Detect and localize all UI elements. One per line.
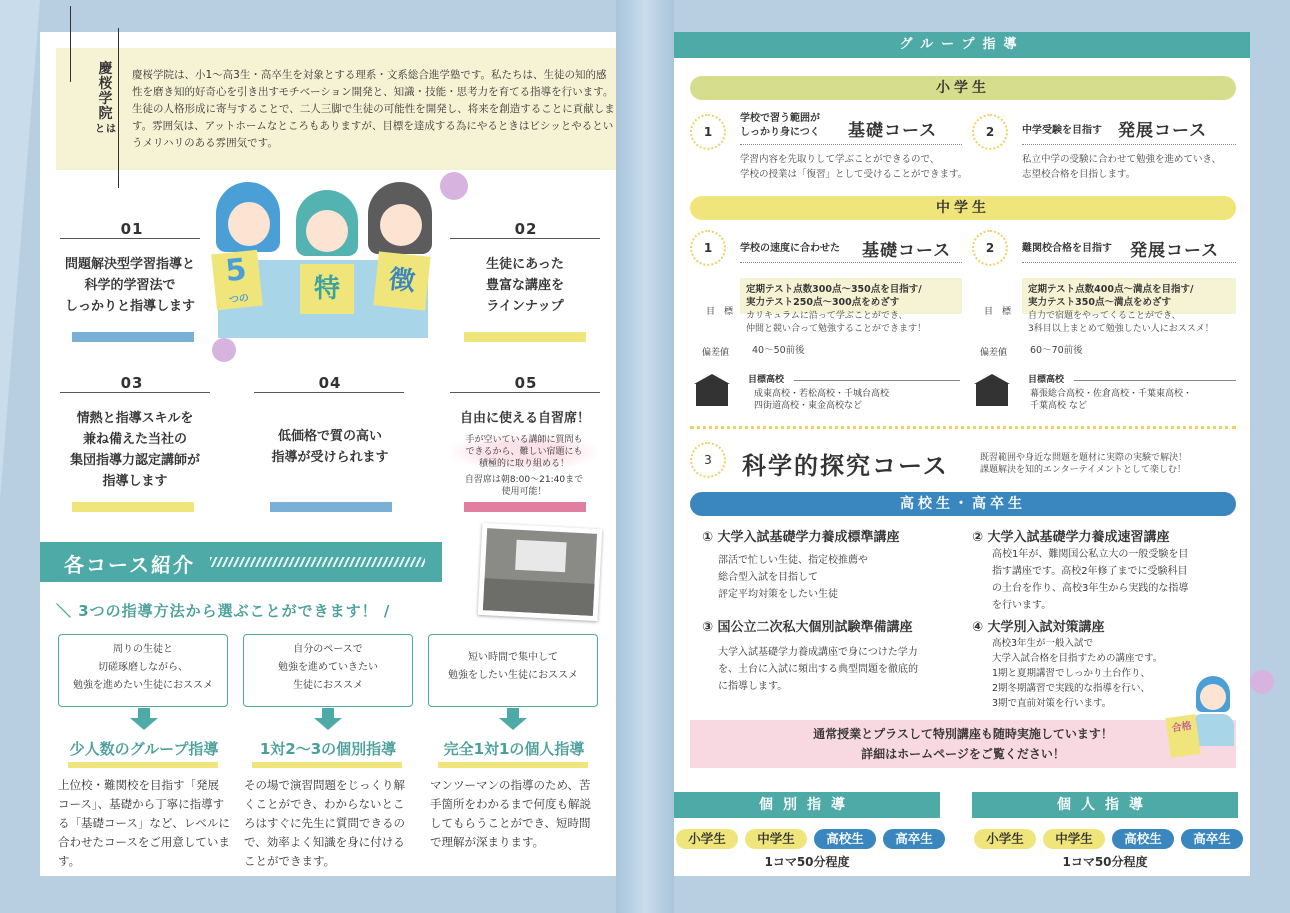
- feature-underline: [270, 502, 392, 512]
- lesson-duration: 1コマ50分程度: [1062, 855, 1148, 869]
- school-building-icon: [974, 374, 1010, 406]
- lecture-title: ④ 大学別入試対策講座: [972, 620, 1105, 635]
- lecture-title: ① 大学入試基礎学力養成標準講座: [702, 530, 900, 545]
- feature-text: 低価格で質の高い 指導が受けられます: [271, 429, 389, 465]
- lecture-desc: 高校1年が、難関国公私立大の一般受験を目 指す講座です。高校2年修了までに受験科目 の土台を作り、高校3年生から実践的な指導 を行います。: [992, 549, 1189, 611]
- deviation-value: 60～70前後: [1030, 345, 1083, 356]
- deco-line: [118, 28, 119, 188]
- feature-note: 自習席は朝8:00～21:40まで 使用可能！: [464, 475, 584, 497]
- intro-title: [86, 62, 126, 137]
- lecture-desc: 高校3年生が一般入試で 大学入試合格を目指すための講座です。 1期と夏期講習でしっかり土台作り、 2期冬期講習で実践的な指導を行い、 3期で直前対策を行います。: [992, 638, 1163, 709]
- intro-title-small: とは: [95, 124, 117, 135]
- intro-box: [56, 48, 616, 170]
- course-desc: 学習内容を先取りして学ぶことができるので、 学校の授業は「復習」として受けることができます。: [740, 154, 968, 180]
- deco-line: [70, 6, 71, 82]
- course-desc: 私立中学の受験に合わせて勉強を進めていき、 志望校合格を目指します。: [1022, 154, 1222, 180]
- goal-label: 目 標: [984, 307, 1012, 317]
- course-name: 科学的探究コース: [742, 452, 949, 480]
- goal-box: 定期テスト点数300点～350点を目指す/ 実力テスト250点～300点をめざす: [740, 278, 962, 314]
- school-label: 目標高校: [1028, 375, 1065, 385]
- lesson-duration: 1コマ50分程度: [764, 855, 850, 869]
- flower-icon: [212, 338, 236, 362]
- intro-title-char: 学: [98, 91, 114, 107]
- method-title: 完全1対1の個人指導: [443, 740, 585, 758]
- grade-tag: 高卒生: [1181, 829, 1243, 849]
- group-header: グループ指導: [674, 32, 1250, 58]
- dotted-rule: [740, 262, 962, 263]
- method-title-underline: [438, 762, 588, 768]
- feature-underline: [464, 502, 586, 512]
- feature-text: 自由に使える自習席！: [459, 411, 590, 426]
- method-box: 短い時間で集中して 勉強をしたい生徒におススメ: [428, 634, 598, 707]
- sheet-five-small: つの: [228, 292, 250, 306]
- page-spine: [616, 0, 674, 913]
- method-desc: マンツーマンの指導のため、苦手箇所をわかるまで何度も解説してもらうことができ、短時間で理解が深まります。: [430, 778, 591, 849]
- method-title: 少人数のグループ指導: [69, 740, 219, 758]
- grade-tag: 小学生: [974, 829, 1036, 849]
- junior-label: 中学生: [690, 196, 1236, 220]
- students-illustration: [208, 182, 448, 342]
- method-desc: 上位校・難関校を目指す「発展コース」、基礎から丁寧に指導する「基礎コース」など、レベルに合わせたコースをご用意しています。: [58, 778, 230, 868]
- feature-underline: [464, 332, 586, 342]
- method-title-underline: [68, 762, 218, 768]
- feature-underline: [72, 502, 194, 512]
- intro-text: 慶桜学院は、小1～高3生・高卒生を対象とする理系・文系総合進学塾です。私たちは、生徒の知的感性を磨き知的好奇心を引き出すモチベーション開発と、知識・技能・思考力を育てる指導を行います。生徒の人格形成に寄与することで、二人三脚で生徒の可能性を開発し、将来を創造することに貢献します。雰囲気は、アットホームなところもありますが、目標を達成する為にやるときはビシッとやるというメリハリのある雰囲気です。: [132, 69, 615, 149]
- grade-tag: 小学生: [676, 829, 738, 849]
- lecture-title: ③ 国公立二次私大個別試験準備講座: [702, 620, 913, 635]
- feature-note: 手が空いている講師に質問も できるから、難しい宿題にも 積極的に取り組める！: [452, 434, 596, 470]
- feature-number: 02: [514, 220, 538, 238]
- course-name: 発展コース: [1118, 121, 1208, 141]
- feature-text: 生徒にあった 豊富な講座を ラインナップ: [485, 257, 564, 314]
- lecture-title: ② 大学入試基礎学力養成速習講座: [972, 530, 1170, 545]
- school-list: 成東高校・若松高校・千城台高校 四街道高校・東金高校など: [754, 389, 890, 411]
- feature-number: 04: [318, 374, 342, 392]
- intro-title-char: 院: [98, 106, 114, 122]
- feature-number: 05: [514, 374, 538, 392]
- feature-rule: [450, 392, 600, 393]
- method-desc: その場で演習問題をじっくり解くことができ、わからないところはすぐに先生に質問できるので、効率よく知識を身に付けることができます。: [244, 778, 405, 868]
- dotted-rule: [1022, 144, 1236, 145]
- left-page: [40, 32, 616, 876]
- feature-rule: [60, 392, 210, 393]
- method-box: 周りの生徒と 切磋琢磨しながら、 勉強を進めたい生徒におススメ: [58, 634, 228, 707]
- course-number: 3: [690, 442, 726, 478]
- dotted-rule: [1022, 262, 1236, 263]
- feature-number: 03: [120, 374, 144, 392]
- deviation-label: 偏差値: [980, 348, 1008, 358]
- method-box: 自分のペースで 勉強を進めていきたい 生徒におススメ: [243, 634, 413, 707]
- courses-subtitle: ＼ 3つの指導方法から選ぶことができます！ /: [56, 602, 391, 620]
- grade-tag: 高校生: [814, 829, 876, 849]
- course-lead: 難関校合格を目指す: [1022, 243, 1112, 254]
- pass-badge: 合格: [1165, 714, 1200, 758]
- course-name: 基礎コース: [848, 121, 938, 141]
- lecture-desc: 大学入試基礎学力養成講座で身につけた学力 を、土台に入試に頻出する典型問題を徹底的 に指導します。: [718, 647, 918, 692]
- course-number: 1: [690, 230, 726, 266]
- notice-banner: 通常授業とプラスして特別講座も随時実施しています！ 詳細はホームページをご覧ください！: [690, 720, 1236, 768]
- grade-tag: 中学生: [1043, 829, 1105, 849]
- intro-title-char: 慶: [98, 61, 114, 77]
- private-header: 個人指導: [972, 792, 1238, 818]
- classroom-photo: [478, 523, 603, 621]
- goal-box: 定期テスト点数400点～満点を目指す/ 実力テスト350点～満点をめざす: [1022, 278, 1236, 314]
- bg-decoration: [0, 0, 40, 500]
- school-rule: [1074, 380, 1236, 381]
- sheet-five: [211, 250, 263, 311]
- sheet-chou: 徴: [373, 251, 430, 310]
- feature-text: 情熱と指導スキルを 兼ね備えた当社の 集団指導力認定講師が 指導します: [69, 411, 200, 489]
- dotted-rule: [740, 144, 962, 145]
- school-list: 幕張総合高校・佐倉高校・千葉東高校・ 千葉高校 など: [1030, 389, 1193, 411]
- feature-underline: [72, 332, 194, 342]
- courses-bar-hatch: [210, 557, 425, 567]
- flower-icon: [1250, 670, 1274, 694]
- goal-label: 目 標: [706, 307, 734, 317]
- course-lead: 学校で習う範囲が しっかり身につく: [740, 113, 820, 138]
- right-page: [674, 32, 1250, 876]
- individual-header: 個別指導: [674, 792, 940, 818]
- high-label: 高校生・高卒生: [690, 492, 1236, 516]
- feature-rule: [450, 238, 600, 239]
- feature-rule: [254, 392, 404, 393]
- school-building-icon: [694, 374, 730, 406]
- feature-rule: [60, 238, 200, 239]
- school-label: 目標高校: [748, 375, 785, 385]
- grade-tag: 高卒生: [883, 829, 945, 849]
- flower-icon: [440, 172, 468, 200]
- grade-tag: 中学生: [745, 829, 807, 849]
- course-lead: 中学受験を目指す: [1022, 125, 1102, 136]
- elementary-label: 小学生: [690, 76, 1236, 100]
- course-number: 1: [690, 114, 726, 150]
- course-desc: 既習範囲や身近な問題を題材に実際の実験で解決！ 課題解決を知的エンターテイメントとして楽しむ！: [980, 453, 1188, 475]
- method-title: 1対2～3の個別指導: [259, 740, 397, 758]
- sheet-five-number: 5: [223, 252, 249, 290]
- course-lead: 学校の速度に合わせた: [740, 243, 840, 254]
- course-number: 2: [972, 230, 1008, 266]
- lecture-desc: 部活で忙しい生徒、指定校推薦や 総合型入試を目指して 評定平均対策をしたい生徒: [718, 555, 868, 600]
- course-name: 発展コース: [1130, 241, 1220, 261]
- deviation-label: 偏差値: [702, 348, 730, 358]
- intro-title-char: 桜: [98, 76, 114, 92]
- section-divider: [690, 426, 1236, 429]
- grade-tag: 高校生: [1112, 829, 1174, 849]
- goal-desc: カリキュラムに沿って学ぶことができ、 仲間と競い合って勉強することができます！: [746, 311, 927, 334]
- feature-number: 01: [120, 220, 144, 238]
- course-name: 基礎コース: [862, 241, 952, 261]
- courses-title: 各コース紹介: [64, 553, 195, 577]
- method-title-underline: [252, 762, 402, 768]
- school-rule: [794, 380, 960, 381]
- feature-text: 問題解決型学習指導と 科学的学習法で しっかりと指導します: [64, 257, 195, 314]
- goal-desc: 自力で宿題をやってくることができ、 3科目以上まとめて勉強したい人におススメ！: [1028, 311, 1214, 334]
- deviation-value: 40～50前後: [752, 345, 805, 356]
- course-number: 2: [972, 114, 1008, 150]
- sheet-toku: 特: [300, 264, 354, 314]
